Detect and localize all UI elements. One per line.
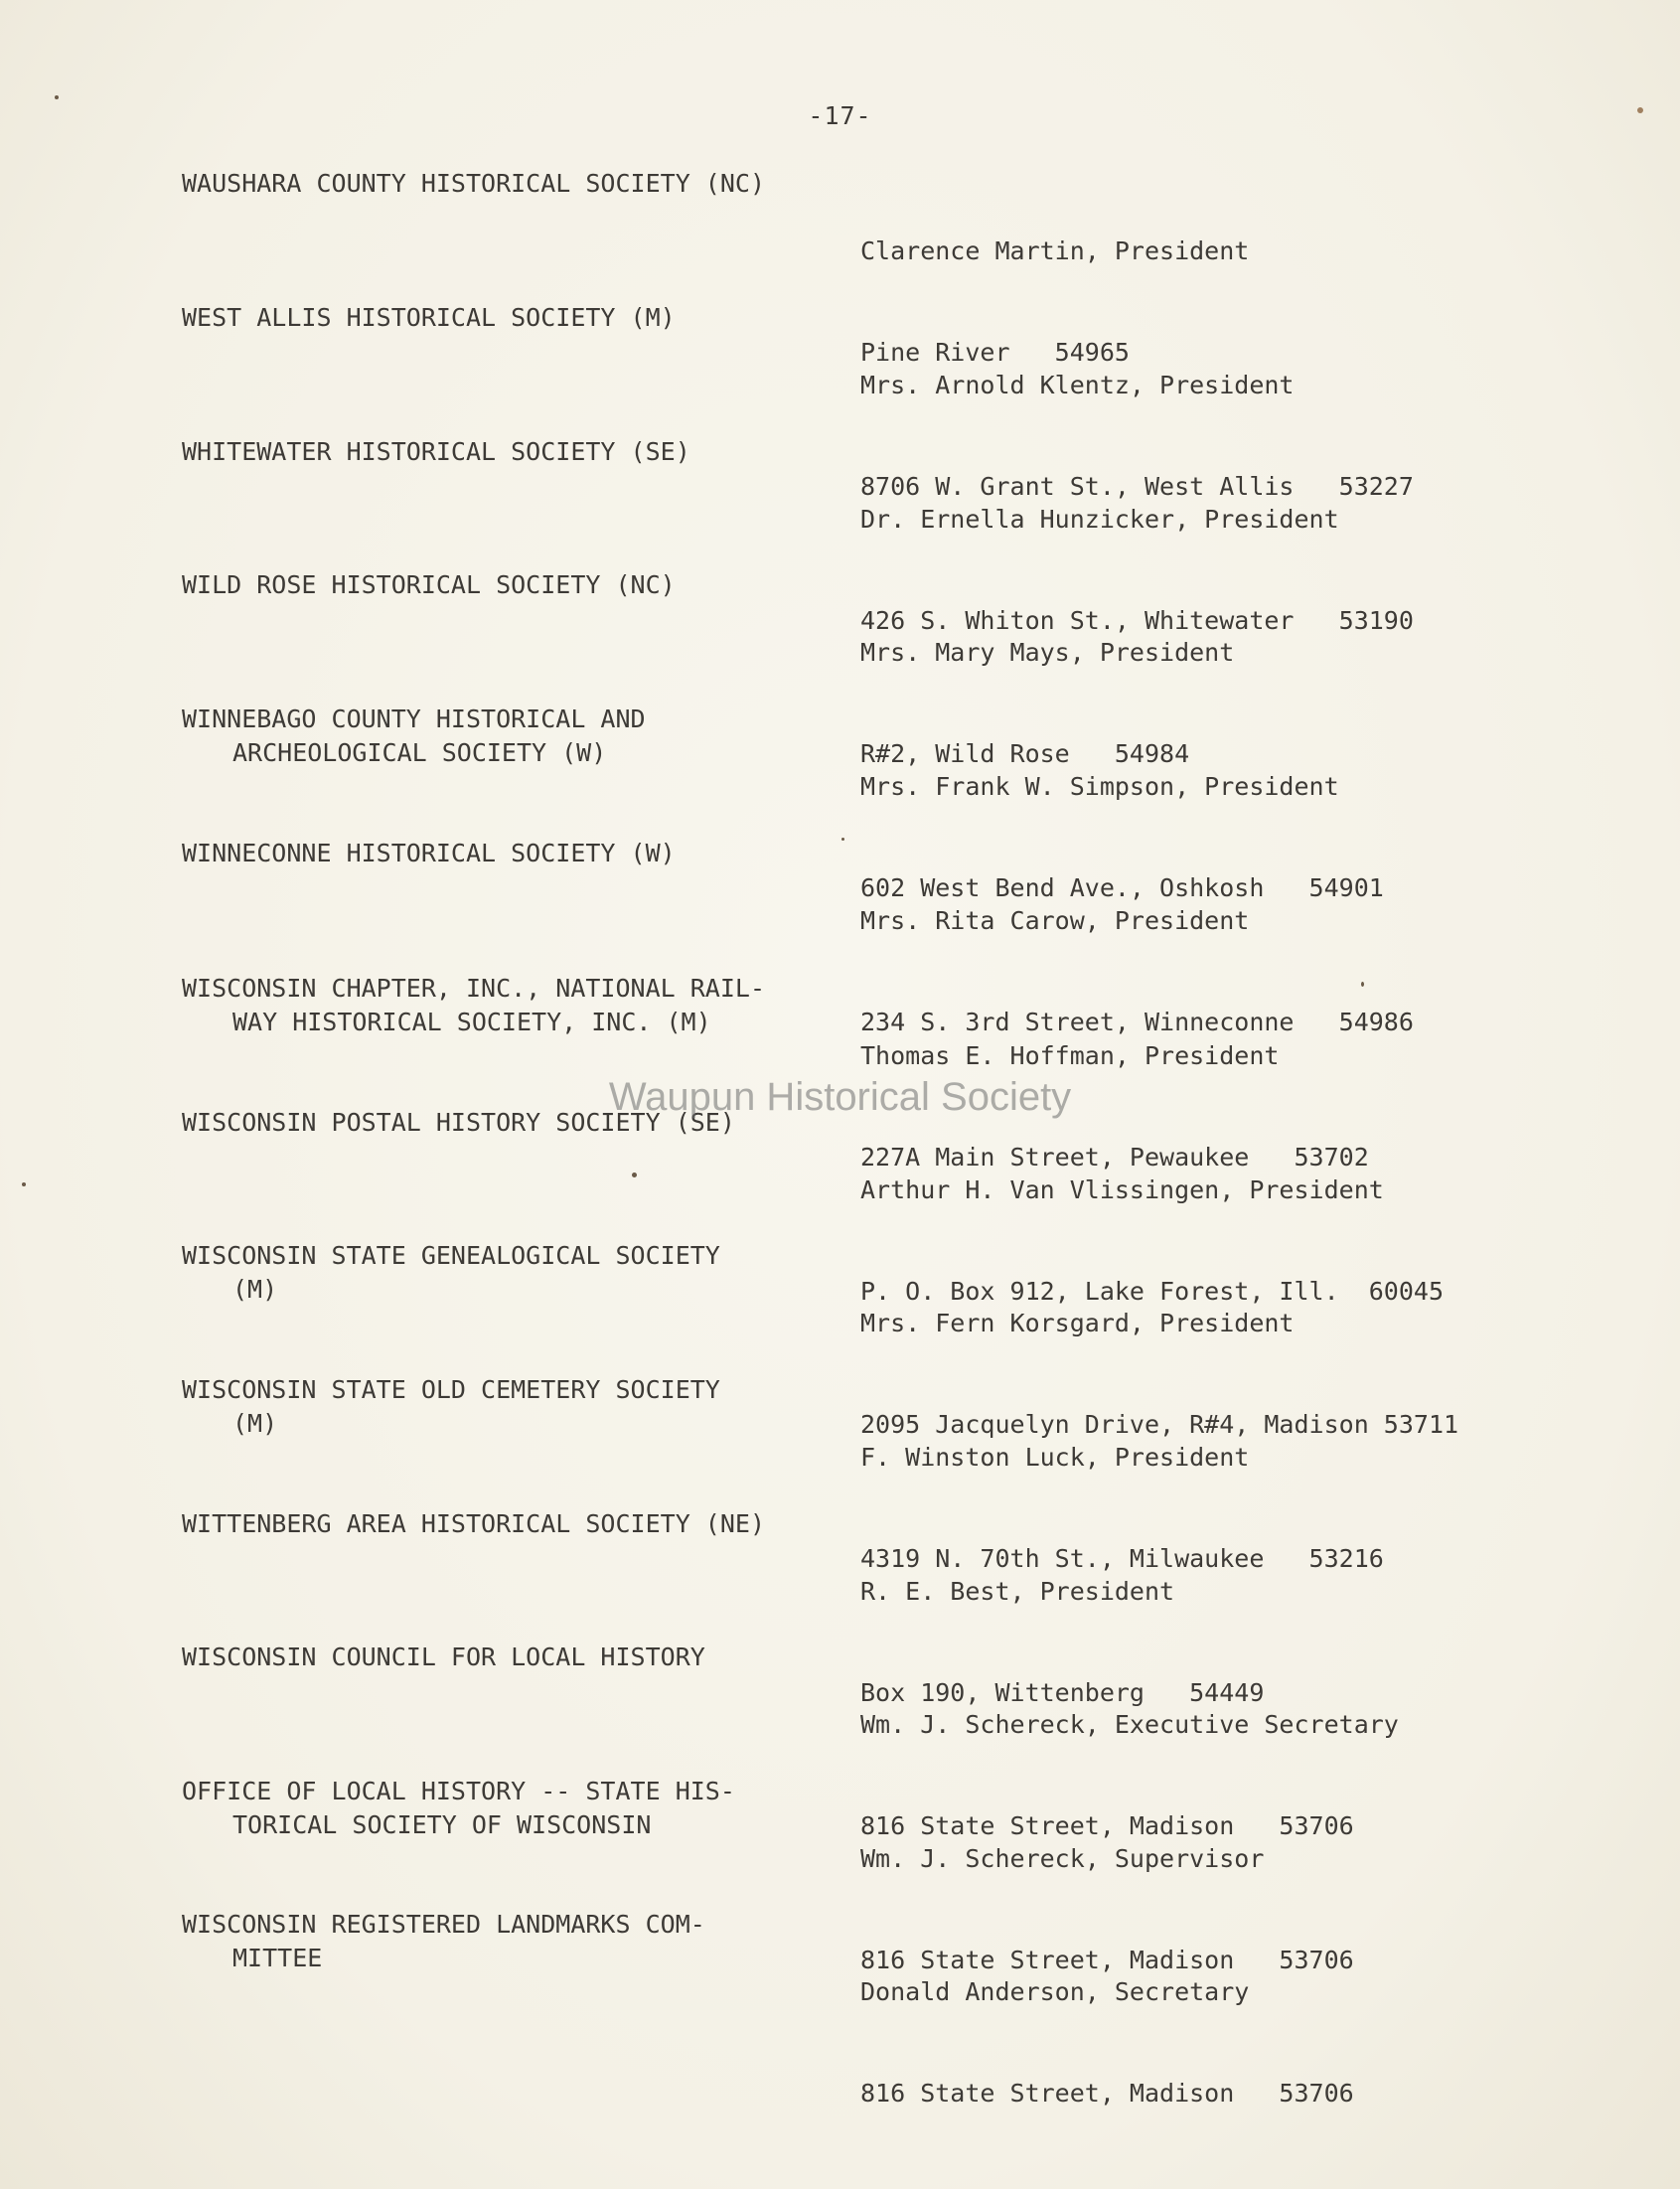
organization-name [182, 1239, 838, 1307]
organization-line-1: WISCONSIN POSTAL HISTORY SOCIETY (SE) [182, 1108, 735, 1137]
paper-speck [22, 1182, 26, 1186]
contact-name: Mrs. Mary Mays, President [860, 638, 1235, 667]
contact-address: 227A Main Street, Pewaukee 53702 [860, 1143, 1369, 1172]
organization-line-2: (M) [232, 1275, 278, 1304]
contact-name: Clarence Martin, President [860, 236, 1250, 265]
contact-name: Mrs. Frank W. Simpson, President [860, 772, 1339, 801]
organization-name [182, 703, 838, 770]
contact-name: Mrs. Rita Carow, President [860, 906, 1250, 935]
contact-address: Pine River 54965 [860, 338, 1130, 367]
organization-line-1: WAUSHARA COUNTY HISTORICAL SOCIETY (NC) [182, 169, 765, 198]
organization-line-1: WISCONSIN STATE OLD CEMETERY SOCIETY [182, 1375, 720, 1404]
contact-address: 8706 W. Grant St., West Allis 53227 [860, 472, 1414, 501]
organization-name [182, 167, 838, 201]
organization-line-1: WISCONSIN CHAPTER, INC., NATIONAL RAIL- [182, 974, 765, 1003]
contact-name: Wm. J. Schereck, Supervisor [860, 1844, 1265, 1873]
organization-line-1: WINNECONNE HISTORICAL SOCIETY (W) [182, 839, 676, 867]
contact-name: Dr. Ernella Hunzicker, President [860, 505, 1339, 534]
watermark: Waupun Historical Society [608, 1075, 1072, 1119]
contact-name: R. E. Best, President [860, 1577, 1175, 1606]
organization-name [182, 1641, 838, 1674]
organization-line-2: WAY HISTORICAL SOCIETY, INC. (M) [232, 1008, 711, 1036]
organization-name [182, 1908, 838, 1975]
contact-name: Thomas E. Hoffman, President [860, 1041, 1280, 1070]
organization-name [182, 1373, 838, 1441]
organization-line-2: MITTEE [232, 1944, 323, 1972]
organization-line-1: OFFICE OF LOCAL HISTORY -- STATE HIS- [182, 1777, 735, 1805]
contact-address: Box 190, Wittenberg 54449 [860, 1678, 1265, 1707]
contact-address: 426 S. Whiton St., Whitewater 53190 [860, 606, 1414, 635]
paper-speck [632, 1173, 637, 1177]
contact-name: Arthur H. Van Vlissingen, President [860, 1175, 1384, 1204]
contact-name: F. Winston Luck, President [860, 1443, 1250, 1472]
organization-name [182, 972, 838, 1039]
organization-line-1: WINNEBAGO COUNTY HISTORICAL AND [182, 704, 646, 733]
page-number: -17- [808, 101, 872, 130]
organization-line-1: WISCONSIN COUNCIL FOR LOCAL HISTORY [182, 1642, 705, 1671]
organization-name [182, 301, 838, 335]
organization-line-1: WHITEWATER HISTORICAL SOCIETY (SE) [182, 437, 690, 466]
paper-speck [55, 95, 59, 99]
organization-name [182, 1507, 838, 1541]
paper-speck [1361, 982, 1364, 987]
organization-name [182, 435, 838, 469]
organization-name [182, 568, 838, 602]
contact-name: Mrs. Arnold Klentz, President [860, 371, 1295, 399]
contact-address: 4319 N. 70th St., Milwaukee 53216 [860, 1544, 1384, 1573]
contact-address: 816 State Street, Madison 53706 [860, 2079, 1354, 2108]
contact-name: Donald Anderson, Secretary [860, 1977, 1250, 2006]
contact-name: Mrs. Fern Korsgard, President [860, 1309, 1295, 1337]
paper-speck [1637, 107, 1643, 113]
contact-address: 816 State Street, Madison 53706 [860, 1811, 1354, 1840]
organization-line-1: WILD ROSE HISTORICAL SOCIETY (NC) [182, 570, 676, 599]
organization-line-2: TORICAL SOCIETY OF WISCONSIN [232, 1810, 652, 1839]
organization-line-2: (M) [232, 1409, 278, 1438]
organization-line-1: WITTENBERG AREA HISTORICAL SOCIETY (NE) [182, 1509, 765, 1538]
contact-address: R#2, Wild Rose 54984 [860, 739, 1190, 768]
contact-address: 234 S. 3rd Street, Winneconne 54986 [860, 1008, 1414, 1036]
organization-name [182, 837, 838, 870]
contact-address: 2095 Jacquelyn Drive, R#4, Madison 53711 [860, 1410, 1459, 1439]
contact-address: 816 State Street, Madison 53706 [860, 1946, 1354, 1974]
organization-line-2: ARCHEOLOGICAL SOCIETY (W) [232, 738, 607, 767]
contact-name: Wm. J. Schereck, Executive Secretary [860, 1710, 1399, 1739]
contact-address: P. O. Box 912, Lake Forest, Ill. 60045 [860, 1277, 1444, 1306]
organization-line-1: WEST ALLIS HISTORICAL SOCIETY (M) [182, 303, 676, 332]
contact-address: 602 West Bend Ave., Oshkosh 54901 [860, 873, 1384, 902]
contact-info [860, 1908, 1655, 2178]
paper-speck [841, 838, 844, 841]
organization-line-1: WISCONSIN STATE GENEALOGICAL SOCIETY [182, 1241, 720, 1270]
organization-line-1: WISCONSIN REGISTERED LANDMARKS COM- [182, 1910, 705, 1939]
organization-name [182, 1775, 838, 1842]
